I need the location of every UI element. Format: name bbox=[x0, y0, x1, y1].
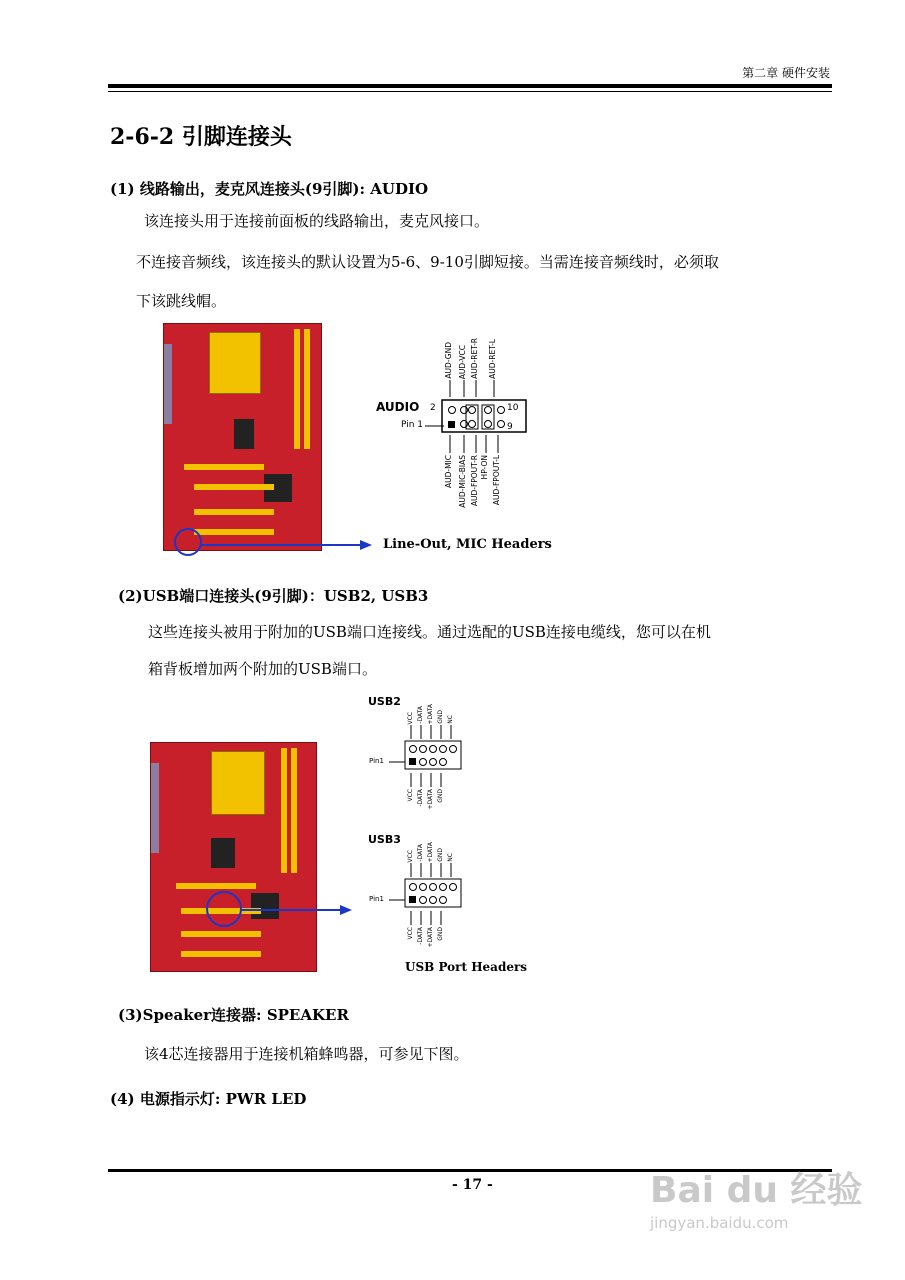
pci-slot bbox=[194, 509, 274, 515]
usb2-pin-diagram bbox=[365, 695, 475, 815]
audio-top-label: AUD-RET-L bbox=[488, 339, 497, 379]
audio-pin-diagram bbox=[370, 325, 540, 525]
audio-pin1-label: Pin 1 bbox=[401, 420, 424, 430]
audio-pin-10: 10 bbox=[507, 403, 519, 413]
dimm-slot bbox=[291, 748, 297, 873]
pwr-heading: (4) 电源指示灯: PWR LED bbox=[110, 1090, 307, 1108]
usb2-bottom-label: GND bbox=[437, 789, 444, 803]
usb2-bottom-label: +DATA bbox=[427, 789, 434, 810]
usb3-bottom-label: GND bbox=[437, 927, 444, 941]
audio-bottom-label: AUD-FPOUT-R bbox=[470, 455, 479, 507]
usb2-top-label: -DATA bbox=[417, 706, 424, 724]
audio-top-labels bbox=[444, 329, 504, 379]
dimm-slot bbox=[304, 329, 310, 449]
io-panel bbox=[164, 344, 172, 424]
motherboard-image-usb bbox=[150, 742, 317, 972]
usb2-pin1-label: Pin1 bbox=[369, 757, 384, 765]
usb-para-line2: 箱背板增加两个附加的USB端口。 bbox=[148, 660, 377, 678]
audio-pin-2: 2 bbox=[430, 403, 436, 413]
header-rule-thin bbox=[108, 91, 832, 92]
usb2-bottom-label: VCC bbox=[407, 789, 414, 802]
io-panel bbox=[151, 763, 159, 853]
usb2-top-label: GND bbox=[437, 710, 444, 724]
usb-highlight-arrow bbox=[200, 890, 360, 930]
usb2-label: USB2 bbox=[368, 695, 401, 708]
baidu-watermark-logo: Bai du 经验 bbox=[650, 1170, 863, 1211]
usb-para-line1: 这些连接头被用于附加的USB端口连接线。通过选配的USB连接电缆线，您可以在机 bbox=[148, 623, 711, 641]
usb3-pin-diagram bbox=[365, 833, 475, 958]
chipset bbox=[211, 838, 235, 868]
usb-heading: (2)USB端口连接头(9引脚)：USB2, USB3 bbox=[118, 587, 429, 605]
audio-highlight-arrow bbox=[160, 520, 380, 560]
pci-slot bbox=[194, 484, 274, 490]
usb-caption: USB Port Headers bbox=[405, 960, 528, 974]
dimm-slot bbox=[294, 329, 300, 449]
usb3-top-label: NC bbox=[447, 853, 454, 862]
usb2-top-label: +DATA bbox=[427, 703, 434, 724]
usb3-pin1-label: Pin1 bbox=[369, 895, 384, 903]
usb3-bottom-label: -DATA bbox=[417, 927, 424, 945]
audio-bottom-label: AUD-MIC bbox=[444, 455, 453, 489]
pci-slot bbox=[181, 931, 261, 937]
speaker-heading: (3)Speaker连接器: SPEAKER bbox=[118, 1006, 349, 1024]
usb3-top-label: +DATA bbox=[427, 841, 434, 862]
pci-slot bbox=[176, 883, 256, 889]
usb3-label: USB3 bbox=[368, 833, 401, 846]
audio-caption: Line-Out, MIC Headers bbox=[383, 537, 552, 552]
chapter-header: 第二章 硬件安装 bbox=[742, 66, 830, 80]
speaker-para: 该4芯连接器用于连接机箱蜂鸣器，可参见下图。 bbox=[144, 1045, 469, 1063]
section-title: 2-6-2 引脚连接头 bbox=[110, 124, 292, 150]
header-rule-thick bbox=[108, 84, 832, 88]
usb2-top-label: VCC bbox=[407, 711, 414, 724]
cpu-socket bbox=[211, 751, 265, 815]
usb3-top-label: VCC bbox=[407, 849, 414, 862]
baidu-watermark-url: jingyan.baidu.com bbox=[650, 1214, 789, 1232]
usb3-top-label: GND bbox=[437, 848, 444, 862]
pci-slot bbox=[184, 464, 264, 470]
audio-heading: (1) 线路输出，麦克风连接头(9引脚): AUDIO bbox=[110, 180, 429, 198]
audio-top-label: AUD-GND bbox=[444, 342, 453, 379]
usb3-top-label: -DATA bbox=[417, 844, 424, 862]
usb2-top-label: NC bbox=[447, 715, 454, 724]
usb3-bottom-label: +DATA bbox=[427, 927, 434, 948]
audio-para1: 该连接头用于连接前面板的线路输出，麦克风接口。 bbox=[144, 212, 490, 230]
page-number: - 17 - bbox=[452, 1177, 493, 1193]
motherboard-image-audio bbox=[163, 323, 322, 551]
audio-top-label: AUD-VCC bbox=[458, 344, 467, 379]
audio-bottom-labels bbox=[444, 455, 504, 523]
chipset bbox=[234, 419, 254, 449]
audio-para2-line2: 下该跳线帽。 bbox=[136, 292, 227, 310]
audio-header-name: AUDIO bbox=[376, 400, 420, 414]
usb3-bottom-label: VCC bbox=[407, 927, 414, 940]
audio-top-label: AUD-RET-R bbox=[470, 338, 479, 379]
audio-bottom-label: AUD-MIC-BIAS bbox=[458, 455, 467, 508]
audio-bottom-label: HP-ON bbox=[480, 455, 489, 480]
usb2-bottom-label: -DATA bbox=[417, 789, 424, 807]
audio-pin-9: 9 bbox=[507, 422, 513, 432]
audio-para2-line1: 不连接音频线，该连接头的默认设置为5-6、9-10引脚短接。当需连接音频线时，必须取 bbox=[136, 253, 719, 271]
audio-bottom-label: AUD-FPOUT-L bbox=[492, 455, 501, 506]
pci-slot bbox=[181, 951, 261, 957]
cpu-socket bbox=[209, 332, 261, 394]
dimm-slot bbox=[281, 748, 287, 873]
